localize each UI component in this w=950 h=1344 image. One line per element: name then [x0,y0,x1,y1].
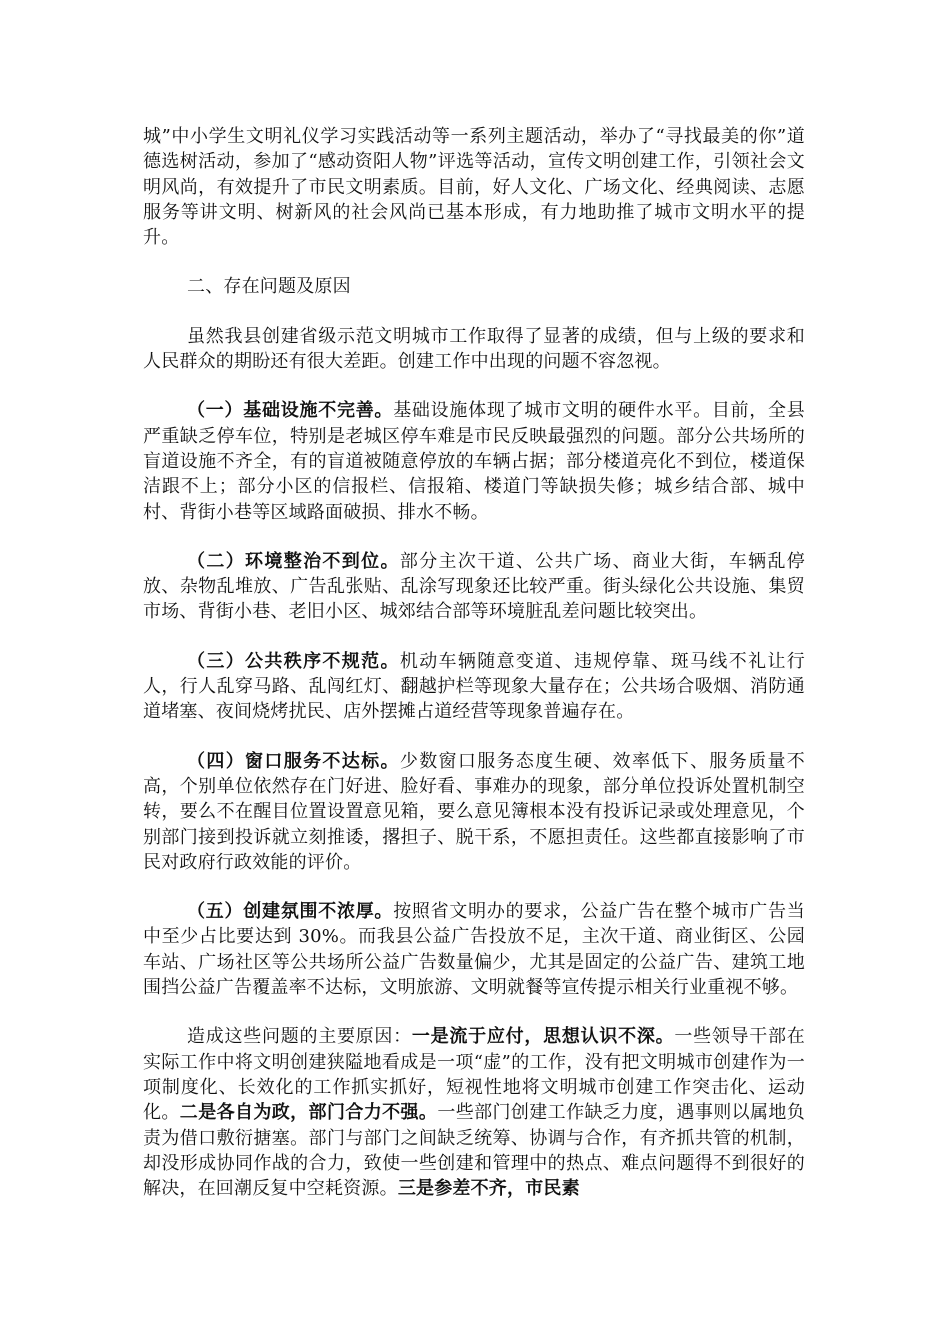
cause-2-body: 一些部门创建工作缺乏力度，遇事则以属地负责为借口敷衍搪塞。部门与部门之间缺乏统筹、协调与合作，有齐抓共管的机制，却没形成协同作战的合力，致使一些创建和管理中的热点、难点问题得不到很好的解决，在回潮反复中空耗资源。 [143,1102,805,1200]
issue-body: 基础设施体现了城市文明的硬件水平。目前，全县严重缺乏停车位，特别是老城区停车难是市民反映最强烈的问题。部分公共场所的盲道设施不齐全，有的盲道被随意停放的车辆占据；部分楼道亮化不到位，楼道保洁跟不上；部分小区的信报栏、信报箱、楼道门等缺损失修；城乡结合部、城中村、背街小巷等区域路面破损、排水不畅。 [143,400,805,523]
issue-paragraph-5 [143,899,805,1000]
overview-paragraph: 虽然我县创建省级示范文明城市工作取得了显著的成绩，但与上级的要求和人民群众的期盼还有很大差距。创建工作中出现的问题不容忽视。 [143,325,805,373]
issue-body: 机动车辆随意变道、违规停靠、斑马线不礼让行人，行人乱穿马路、乱闯红灯、翻越护栏等现象大量存在；公共场合吸烟、消防通道堵塞、夜间烧烤扰民、店外摆摊占道经营等现象普遍存在。 [143,650,806,723]
issue-title: （五）创建氛围不浓厚。 [187,901,394,923]
cause-1-title: 一是流于应付，思想认识不深。 [411,1026,675,1048]
cause-2-title: 二是各自为政，部门合力不强。 [179,1102,438,1124]
issue-title: （三）公共秩序不规范。 [187,650,400,672]
issue-paragraph-1 [143,398,805,524]
issue-body: 少数窗口服务态度生硬、效率低下、服务质量不高，个别单位依然存在门好进、脸好看、事难办的现象，部分单位投诉处置机制空转，要么不在醒目位置设置意见箱，要么意见簿根本没有投诉记录或处理意见，个别部门接到投诉就立刻推诿，撂担子、脱干系，不愿担责任。这些都直接影响了市民对政府行政效能的评价。 [143,750,806,873]
issue-body: 部分主次干道、公共广场、商业大街，车辆乱停放、杂物乱堆放、广告乱张贴、乱涂写现象还比较严重。街头绿化公共设施、集贸市场、背街小巷、老旧小区、城郊结合部等环境脏乱差问题比较突出。 [143,550,806,623]
issue-paragraph-2 [143,549,805,625]
issue-title: （四）窗口服务不达标。 [187,750,400,772]
issue-title: （一）基础设施不完善。 [187,400,394,422]
intro-paragraph: 城”中小学生文明礼仪学习实践活动等一系列主题活动，举办了“寻找最美的你”道德选树活动，参加了“感动资阳人物”评选等活动，宣传文明创建工作，引领社会文明风尚，有效提升了市民文明素质。目前，好人文化、广场文化、经典阅读、志愿服务等讲文明、树新风的社会风尚已基本形成，有力地助推了城市文明水平的提升。 [143,126,805,249]
issue-body: 按照省文明办的要求，公益广告在整个城市广告当中至少占比要达到 30%。而我县公益广告投放不足，主次干道、商业街区、公园车站、广场社区等公共场所公益广告数量偏少，尤其是固定的公益广告、建筑工地围挡公益广告覆盖率不达标，文明旅游、文明就餐等宣传提示相关行业重视不够。 [143,901,805,999]
causes-paragraph [143,1024,805,1201]
causes-lead: 造成这些问题的主要原因： [187,1026,412,1048]
cause-3-title: 三是参差不齐，市民素 [397,1178,580,1200]
document-page [143,124,805,1201]
cause-1-body: 一些领导干部在实际工作中将文明创建狭隘地看成是一项“虚”的工作，没有把文明城市创建作为一项制度化、长效化的工作抓实抓好，短视性地将文明城市创建工作突击化、运动化。 [143,1026,805,1124]
issue-paragraph-4 [143,749,805,875]
issue-paragraph-3 [143,649,805,725]
issue-title: （二）环境整治不到位。 [187,550,400,572]
section-heading: 二、存在问题及原因 [187,276,351,298]
